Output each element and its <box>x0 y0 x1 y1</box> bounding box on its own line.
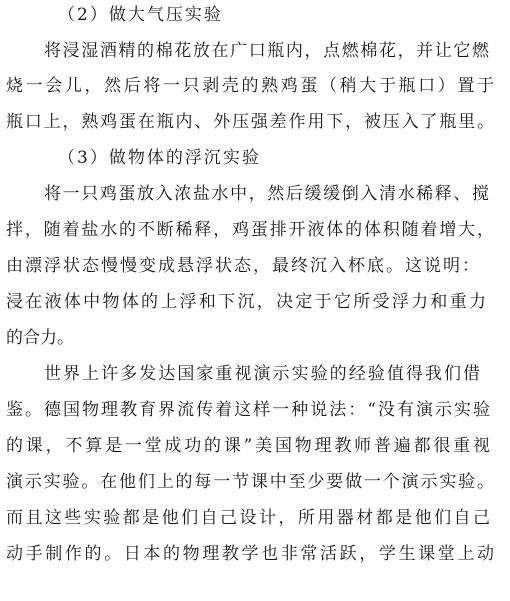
paragraph-line: 世界上许多发达国家重视演示实验的经验值得我们借 <box>44 364 480 384</box>
paragraph-line: 拌，随着盐水的不断稀释，鸡蛋排开液体的体积随着增大， <box>6 220 494 240</box>
paragraph-line: 的合力。 <box>6 328 74 348</box>
paragraph-line: 鉴。德国物理教育界流传着这样一种说法：“没有演示实验 <box>6 400 490 420</box>
paragraph-line: 由漂浮状态慢慢变成悬浮状态，最终沉入杯底。这说明： <box>6 256 479 276</box>
paragraph-line: 浸在液体中物体的上浮和下沉，决定于它所受浮力和重力 <box>6 292 486 312</box>
paragraph-line: 烧一会儿，然后将一只剥壳的熟鸡蛋（稍大于瓶口）置于 <box>6 76 494 96</box>
section-heading-buoyancy: （3）做物体的浮沉实验 <box>58 148 261 168</box>
paragraph-line: 将一只鸡蛋放入浓盐水中，然后缓缓倒入清水稀释、搅 <box>44 184 489 204</box>
paragraph-line: 将浸湿酒精的棉花放在广口瓶内，点燃棉花，并让它燃 <box>44 41 489 61</box>
paragraph-line: 的课，不算是一堂成功的课”美国物理教师普遍都很重视 <box>6 436 490 456</box>
section-heading-pressure: （2）做大气压实验 <box>58 5 223 25</box>
paragraph-line: 瓶口上，熟鸡蛋在瓶内、外压强差作用下，被压入了瓶里。 <box>6 112 494 132</box>
paragraph-line: 而且这些实验都是他们自己设计，所用器材都是他们自己 <box>6 508 490 528</box>
paragraph-line: 动手制作的。日本的物理教学也非常活跃，学生课堂上动 <box>6 544 494 564</box>
paragraph-line: 演示实验。在他们上的每一节课中至少要做一个演示实验。 <box>6 472 494 492</box>
